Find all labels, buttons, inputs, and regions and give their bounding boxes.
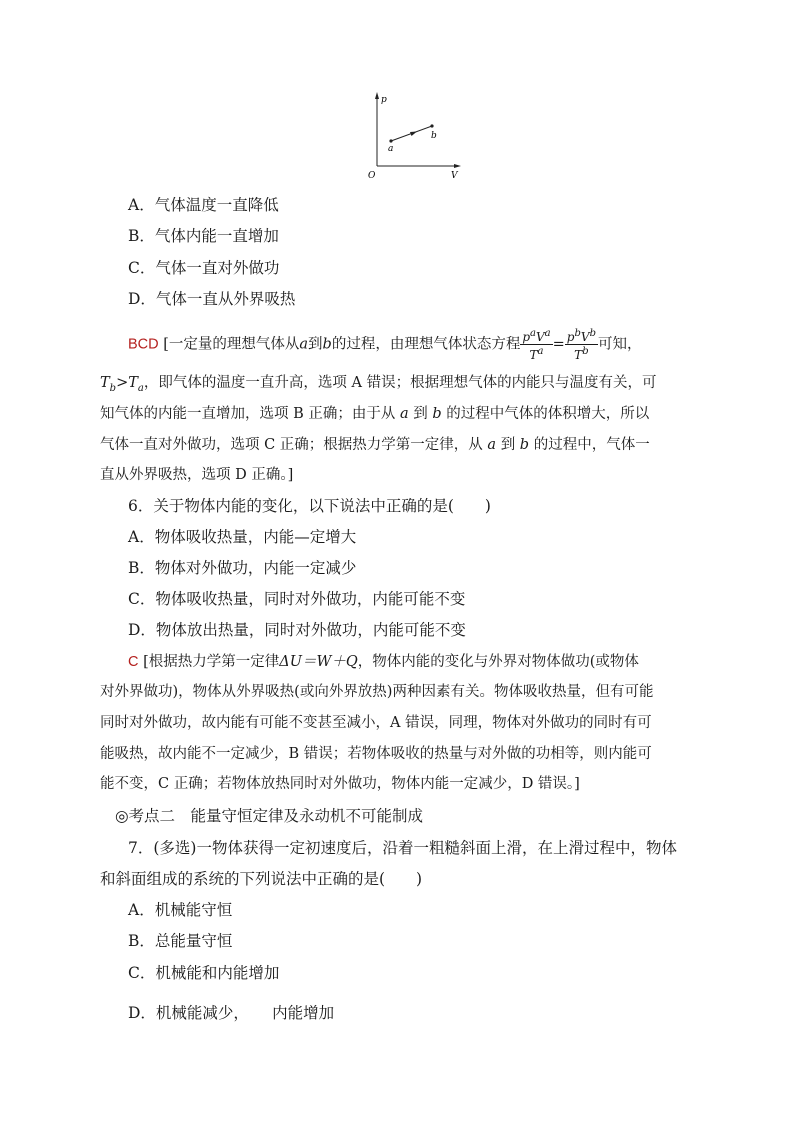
- q6-option-a: A．物体吸收热量，内能—定增大: [128, 528, 357, 546]
- q5-answer-line4: 气体一直对外做功，选项 C 正确；根据热力学第一定律，从 a 到 b 的过程中，气体一: [100, 437, 650, 453]
- q6-answer-line2: 对外界做功)，物体从外界吸热(或向外界放热)两种因素有关。物体吸收热量，但有可能: [100, 684, 654, 700]
- q5-option-b: B．气体内能一直增加: [128, 227, 279, 245]
- q6-option-d: D．物体放出热量，同时对外做功，内能可能不变: [128, 621, 466, 639]
- q5-answer-line1: BCD [一定量的理想气体从a到b的过程，由理想气体状态方程 $\frac{p^aV^a}{T^a}$ = $\frac{p^bV^b}{T^b}$ 可知，: [128, 328, 642, 362]
- q5-answer-line5: 直从外界吸热，选项 D 正确。]: [100, 467, 294, 483]
- q6-answer-line1: C [根据热力学第一定律ΔU＝W＋Q，物体内能的变化与外界对物体做功(或物体: [128, 654, 639, 670]
- point-b: [430, 124, 433, 127]
- formula-left: $\frac{p^aV^a}{T^a}$: [522, 328, 551, 362]
- section-heading: ◎考点二 能量守恒定律及永动机不可能制成: [115, 807, 424, 825]
- q6-answer-line4: 能吸热，故内能不一定减少，B 错误；若物体吸收的热量与对外做的功相等，则内能可: [100, 746, 652, 762]
- p-axis-arrow: [375, 92, 379, 99]
- q7-option-b: B．总能量守恒: [128, 932, 233, 950]
- q5-option-a: A．气体温度一直降低: [128, 196, 279, 214]
- q6-answer-line5: 能不变，C 正确；若物体放热同时对外做功，物体内能一定减少，D 错误。]: [100, 776, 580, 792]
- q5-answer-key: BCD: [128, 336, 159, 353]
- q7-option-c: C．机械能和内能增加: [128, 964, 280, 982]
- q6-stem: 6．关于物体内能的变化，以下说法中正确的是( ): [128, 497, 491, 515]
- pv-graph: [365, 88, 475, 183]
- point-a: [389, 139, 392, 142]
- q7-option-d: D．机械能减少， 内能增加: [128, 1004, 335, 1022]
- q7-stem-line1: 7．(多选)一物体获得一定初速度后，沿着一粗糙斜面上滑，在上滑过程中，物体: [128, 839, 677, 857]
- a-label: a: [388, 144, 394, 154]
- p-label: p: [381, 95, 387, 105]
- q6-answer-line3: 同时对外做功，故内能有可能不变甚至减小，A 错误，同理，物体对外做功的同时有可: [100, 715, 652, 731]
- q5-option-d: D．气体一直从外界吸热: [128, 290, 296, 308]
- q7-stem-line2: 和斜面组成的系统的下列说法中正确的是( ): [100, 870, 423, 888]
- v-axis-arrow: [454, 164, 461, 168]
- process-arrow: [410, 132, 417, 137]
- q5-answer-line3: 知气体的内能一直增加，选项 B 正确；由于从 a 到 b 的过程中气体的体积增大，所以: [100, 406, 650, 422]
- q6-option-b: B．物体对外做功，内能一定减少: [128, 559, 357, 577]
- q6-answer-key: C: [128, 654, 139, 670]
- q5-option-c: C．气体一直对外做功: [128, 259, 280, 277]
- q5-answer-line2: $T_b>T_a$，即气体的温度一直升高，选项 A 错误；根据理想气体的内能只与温度有关，可: [100, 375, 657, 394]
- q7-option-a: A．机械能守恒: [128, 901, 233, 919]
- q6-option-c: C．物体吸收热量，同时对外做功，内能可能不变: [128, 590, 466, 608]
- formula-right: $\frac{p^bV^b}{T^b}$: [566, 328, 596, 362]
- origin-label: O: [368, 171, 376, 181]
- b-label: b: [431, 131, 437, 141]
- v-label: V: [451, 171, 458, 181]
